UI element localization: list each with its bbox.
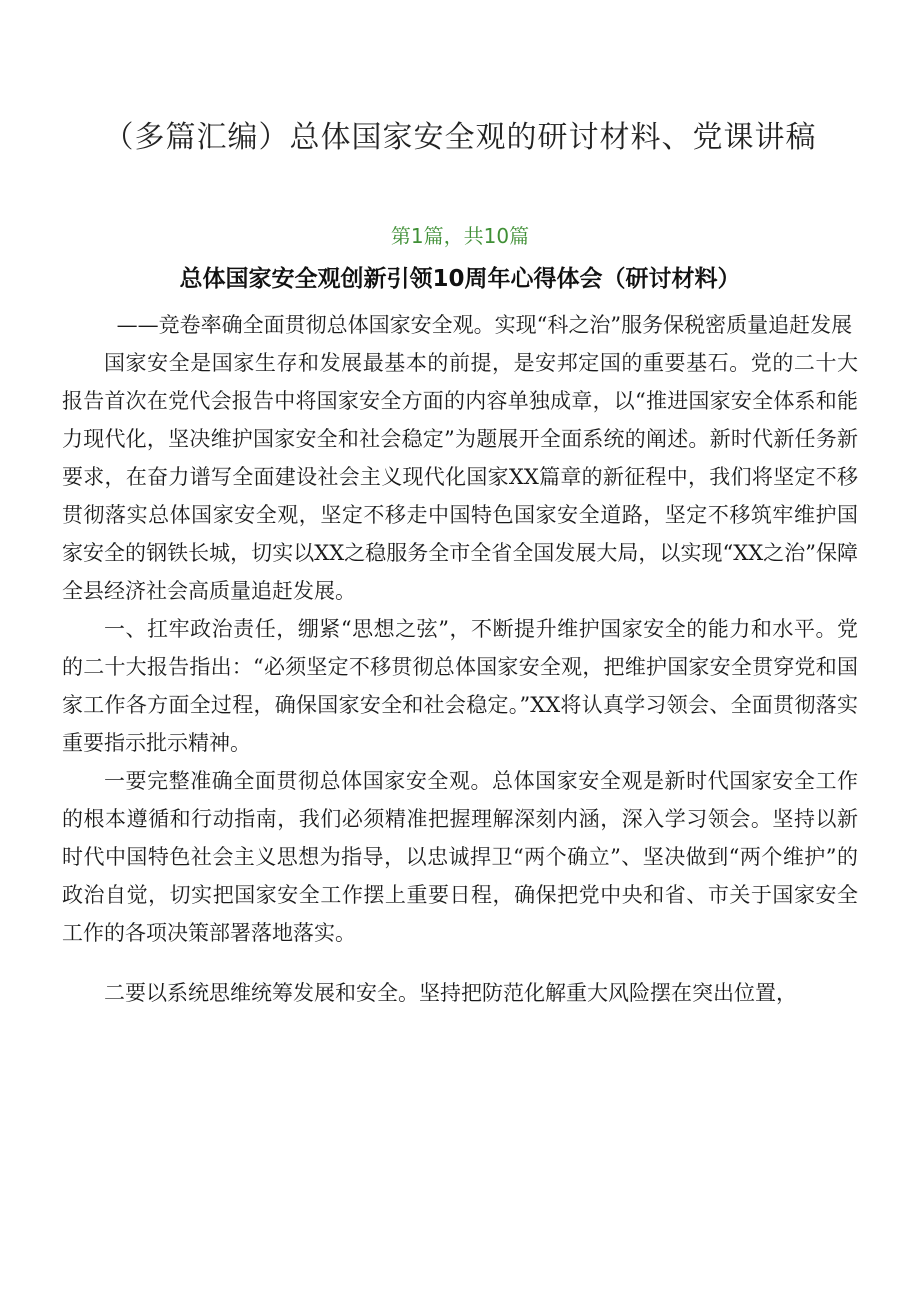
paragraph-1: 国家安全是国家生存和发展最基本的前提，是安邦定国的重要基石。党的二十大报告首次在党代会报告中将国家安全方面的内容单独成章，以“推进国家安全体系和能力现代化，坚决维护国家安全和社会稳定”为题展开全面系统的阐述。新时代新任务新要求，在奋力谱写全面建设社会主义现代化国家XX篇章的新征程中，我们将坚定不移贯彻落实总体国家安全观，坚定不移走中国特色国家安全道路，坚定不移筑牢维护国家安全的钢铁长城，切实以XX之稳服务全市全省全国发展大局，以实现“XX之治”保障全县经济社会高质量追赶发展。	[62, 351, 858, 603]
section-label: 第1篇，共10篇	[390, 224, 530, 248]
article-body	[62, 306, 858, 1012]
paragraph-2: 一、扛牢政治责任，绷紧“思想之弦”，不断提升维护国家安全的能力和水平。党的二十大报告指出：“必须坚定不移贯彻总体国家安全观，把维护国家安全贯穿党和国家工作各方面全过程，确保国家安全和社会稳定。”XX将认真学习领会、全面贯彻落实重要指示批示精神。	[62, 617, 858, 755]
article-title: 总体国家安全观创新引领10周年心得体会（研讨材料）	[179, 266, 741, 292]
document-title: （多篇汇编）总体国家安全观的研讨材料、党课讲稿	[103, 120, 817, 155]
paragraph-4: 二要以系统思维统筹发展和安全。坚持把防范化解重大风险摆在突出位置，	[104, 981, 797, 1005]
article-subtitle: ——竞卷率确全面贯彻总体国家安全观。实现“科之治”服务保税密质量追赶发展	[116, 313, 853, 337]
paragraph-3: 一要完整准确全面贯彻总体国家安全观。总体国家安全观是新时代国家安全工作的根本遵循和行动指南，我们必须精准把握理解深刻内涵，深入学习领会。坚持以新时代中国特色社会主义思想为指导，以忠诚捍卫“两个确立”、坚决做到“两个维护”的政治自觉，切实把国家安全工作摆上重要日程，确保把党中央和省、市关于国家安全工作的各项决策部署落地落实。	[62, 769, 858, 945]
